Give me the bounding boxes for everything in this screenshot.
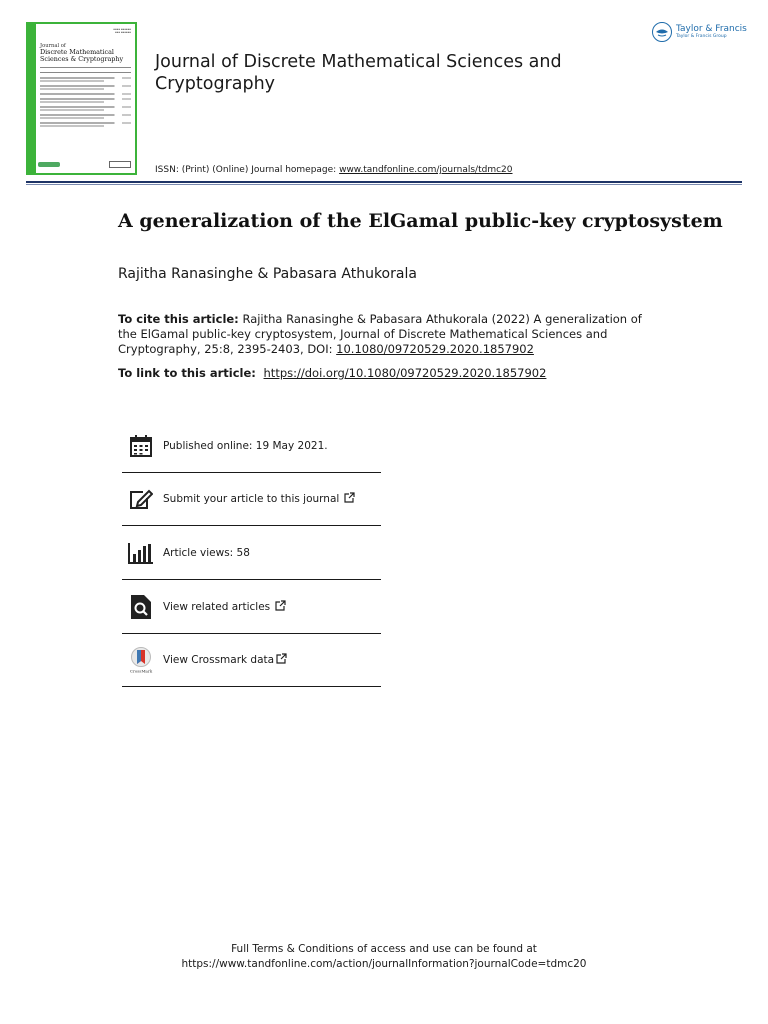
- link-label: To link to this article:: [118, 366, 260, 380]
- crossmark-row[interactable]: [122, 634, 381, 687]
- cover-contents-lines: [40, 77, 131, 130]
- cover-publisher-logo: [38, 162, 60, 167]
- publisher-group: Taylor & Francis Group: [676, 33, 727, 39]
- article-authors: Rajitha Ranasinghe & Pabasara Athukorala: [118, 266, 417, 282]
- publisher-brand: Taylor & Francis: [676, 23, 747, 34]
- cover-issn-text: ▪▪▪▪ ▪▪▪▪▪▪ ▪▪▪ ▪▪▪▪▪▪: [113, 28, 131, 35]
- crossmark-icon: [127, 646, 155, 674]
- article-views-row: [122, 526, 381, 580]
- issn-text: ISSN: (Print) (Online) Journal homepage:: [155, 165, 340, 175]
- search-document-icon: [127, 593, 155, 621]
- footer-terms-text: Full Terms & Conditions of access and use can be found at: [231, 943, 537, 955]
- crossmark-text: View Crossmark data: [163, 654, 275, 666]
- citation-block: [118, 312, 663, 357]
- cover-publisher-strip: [38, 160, 131, 168]
- calendar-icon: [127, 432, 155, 460]
- cover-volume-bar: [40, 67, 131, 73]
- related-articles-text: View related articles: [163, 600, 271, 613]
- crossmark-badge-text: CrossMark: [129, 668, 153, 674]
- citation-text: Rajitha Ranasinghe & Pabasara Athukorala (2022) A generalization of the ElGamal public-key cryptosystem, Journal of Discrete Mathematical Sciences and Cryptography, 25:8, 2395-2403, DOI:: [118, 312, 642, 356]
- footer-terms: [0, 942, 768, 972]
- submit-article-text: Submit your article to this journal: [163, 493, 340, 505]
- journal-homepage-link[interactable]: www.tandfonline.com/journals/tdmc20: [339, 165, 513, 175]
- cover-journal-of: Journal of: [40, 43, 66, 49]
- doi-link[interactable]: 10.1080/09720529.2020.1857902: [336, 342, 534, 356]
- article-title: A generalization of the ElGamal public-key cryptosystem: [118, 210, 723, 232]
- journal-cover-thumbnail: [26, 22, 137, 175]
- related-articles-row[interactable]: [122, 580, 381, 634]
- publisher-logo[interactable]: [652, 22, 747, 42]
- submit-article-row[interactable]: [122, 473, 381, 526]
- footer-terms-url[interactable]: https://www.tandfonline.com/action/journalInformation?journalCode=tdmc20: [181, 958, 587, 970]
- article-doi-url[interactable]: https://doi.org/10.1080/09720529.2020.1857902: [263, 366, 547, 380]
- header-rule-thin: [26, 184, 742, 185]
- article-link-block: [118, 366, 546, 380]
- edit-icon: [127, 485, 155, 513]
- bar-chart-icon: [127, 539, 155, 567]
- citation-label: To cite this article:: [118, 312, 239, 326]
- article-views-text: Article views: 58: [163, 546, 250, 559]
- header-rule: [26, 181, 742, 183]
- issn-line: [155, 165, 513, 175]
- cover-green-edge: [28, 24, 36, 173]
- published-online-text: Published online: 19 May 2021.: [163, 440, 328, 452]
- external-link-icon: [344, 492, 355, 506]
- external-link-icon: [276, 653, 287, 667]
- external-link-icon: [275, 600, 286, 614]
- journal-title[interactable]: Journal of Discrete Mathematical Sciences and Cryptography: [155, 52, 562, 94]
- article-info-panel: [122, 420, 381, 687]
- cover-title: Discrete Mathematical Sciences & Cryptography: [40, 48, 124, 64]
- publisher-mark-icon: [652, 22, 672, 42]
- published-online-row: [122, 420, 381, 473]
- cover-society-logo: [109, 161, 131, 168]
